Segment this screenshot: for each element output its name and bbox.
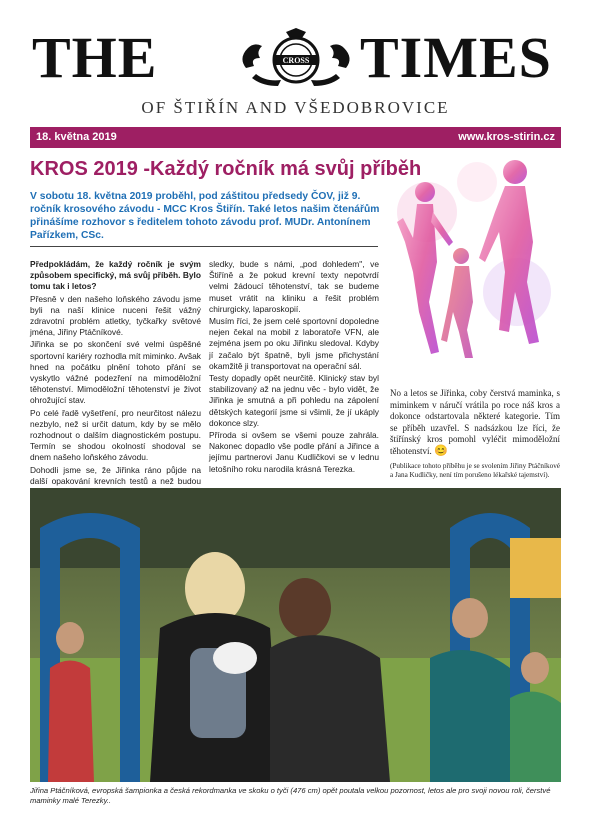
column-1 [30,259,201,499]
issue-date: 18. května 2019 [36,131,117,143]
website-link[interactable]: www.kros-stirin.cz [458,131,555,143]
date-bar [30,127,561,148]
paragraph [390,388,560,458]
paragraph: Testy dopadly opět neurčitě. Klinický stav byl stabilizovaný až na jednu věc - bylo vidět, že Jiřinka je smutná a při pohledu na zápolení dětských kategorií jsme si všimli, že jí ukáply dokonce slzy. [209,373,379,428]
masthead-subtitle: OF ŠTIŘÍN AND VŠEDOBROVICE [141,98,450,117]
paragraph: Musím říci, že jsem celé sportovní dopoledne nejen čekal na mobil z laboratoře VFN, ale zejména jsem po oku Jiřinku sledoval. Kdyby jí začalo být špatně, byli jsme přichystání okamžitě ji transportovat na operační sál. [209,316,379,371]
photo-caption: Jiřina Ptáčníková, evropská šampionka a česká rekordmanka ve skoku o tyči (476 cm) opět poutala velkou pozornost, letos ale pro svoji novou roli, čerstvé maminky malé Terezky.. [30,786,551,805]
paragraph: Dohodli jsme se, že Jiřinka ráno půjde na další opakování krevních testů a než budou [30,464,201,486]
column-2 [209,259,379,476]
closing-text: No a letos se Jiřinka, coby čerstvá maminka, s miminkem v náručí vrátila po roce náš kros a dokonce odstartovala některé kategorie. Tím se příběh uzavřel. S nadsázkou lze říci, že štiřínský kros pomohl vyléčit mimoděložní těhotenství. [390,388,560,456]
article-lead: V sobotu 18. května 2019 proběhl, pod záštitou předsedy ČOV, již 9. ročník krosového závodu - MCC Kros Štiřín. Také letos našim čtenářům přinášíme rozhovor s ředitelem tohoto závodu prof. MUDr. Antonínem Pařízkem, CSc. [30,191,380,241]
paragraph: sledky, bude s námi, „pod dohledem", ve Štiříně a že pokud krevní texty nepotvrdí velmi žádoucí těhotenství, tak se budeme muset vrátit na kliniku a řešit problém chirurgicky, laparoskopií. [209,259,379,314]
interview-question: Předpokládám, že každý ročník je svým způsobem specifický, má svůj příběh. Bylo tomu tak i letos? [30,259,201,292]
article-headline: KROS 2019 -Každý ročník má svůj příběh [30,158,422,180]
event-photo [30,488,561,782]
paragraph: Po celé řadě vyšetření, pro neurčitost nálezu nezbylo, než si určit datum, kdy by se mělo rozhodnout o dalším diagnostickém postupu. Termín se shodou okolností shodoval se dnem našeho loňského závodu. [30,407,201,463]
publication-note: (Publikace tohoto příběhu je se svolením Jiřiny Ptáčníkové a Jana Kudličky, není tím porušeno lékařské tajemství). [390,461,560,479]
crest-icon [236,28,356,90]
paragraph: Příroda si ovšem se všemi pouze zahrála. Nakonec dopadlo vše podle přání a Jiřince a jejímu partnerovi Janu Kudličkovi se v lednu letošního roku narodila krásná Terezka. [209,430,379,474]
divider [30,246,378,247]
paragraph: Jiřinka se po skončení své velmi úspěšné sportovní kariéry rozhodla mít miminko. Avšak hned na počátku plnění tohoto přání se vyskytlo vážné podezření na mimoděložní těhotenství. Mimoděložní těhotenství je život ohrožující stav. [30,339,201,406]
column-3 [390,388,560,481]
paragraph: Přesně v den našeho loňského závodu jsme byli na naší klinice nuceni řešit vážný zdravotní problém atletky, tyčkařky světové jména, Jiřiny Ptáčníkové. [30,293,201,338]
masthead-times: TIMES [360,25,552,90]
smiley-icon: 😊 [434,444,448,457]
masthead [0,18,591,128]
crest-text: CROSS [282,56,310,65]
masthead-the: THE [32,25,158,90]
runners-illustration [387,152,561,380]
